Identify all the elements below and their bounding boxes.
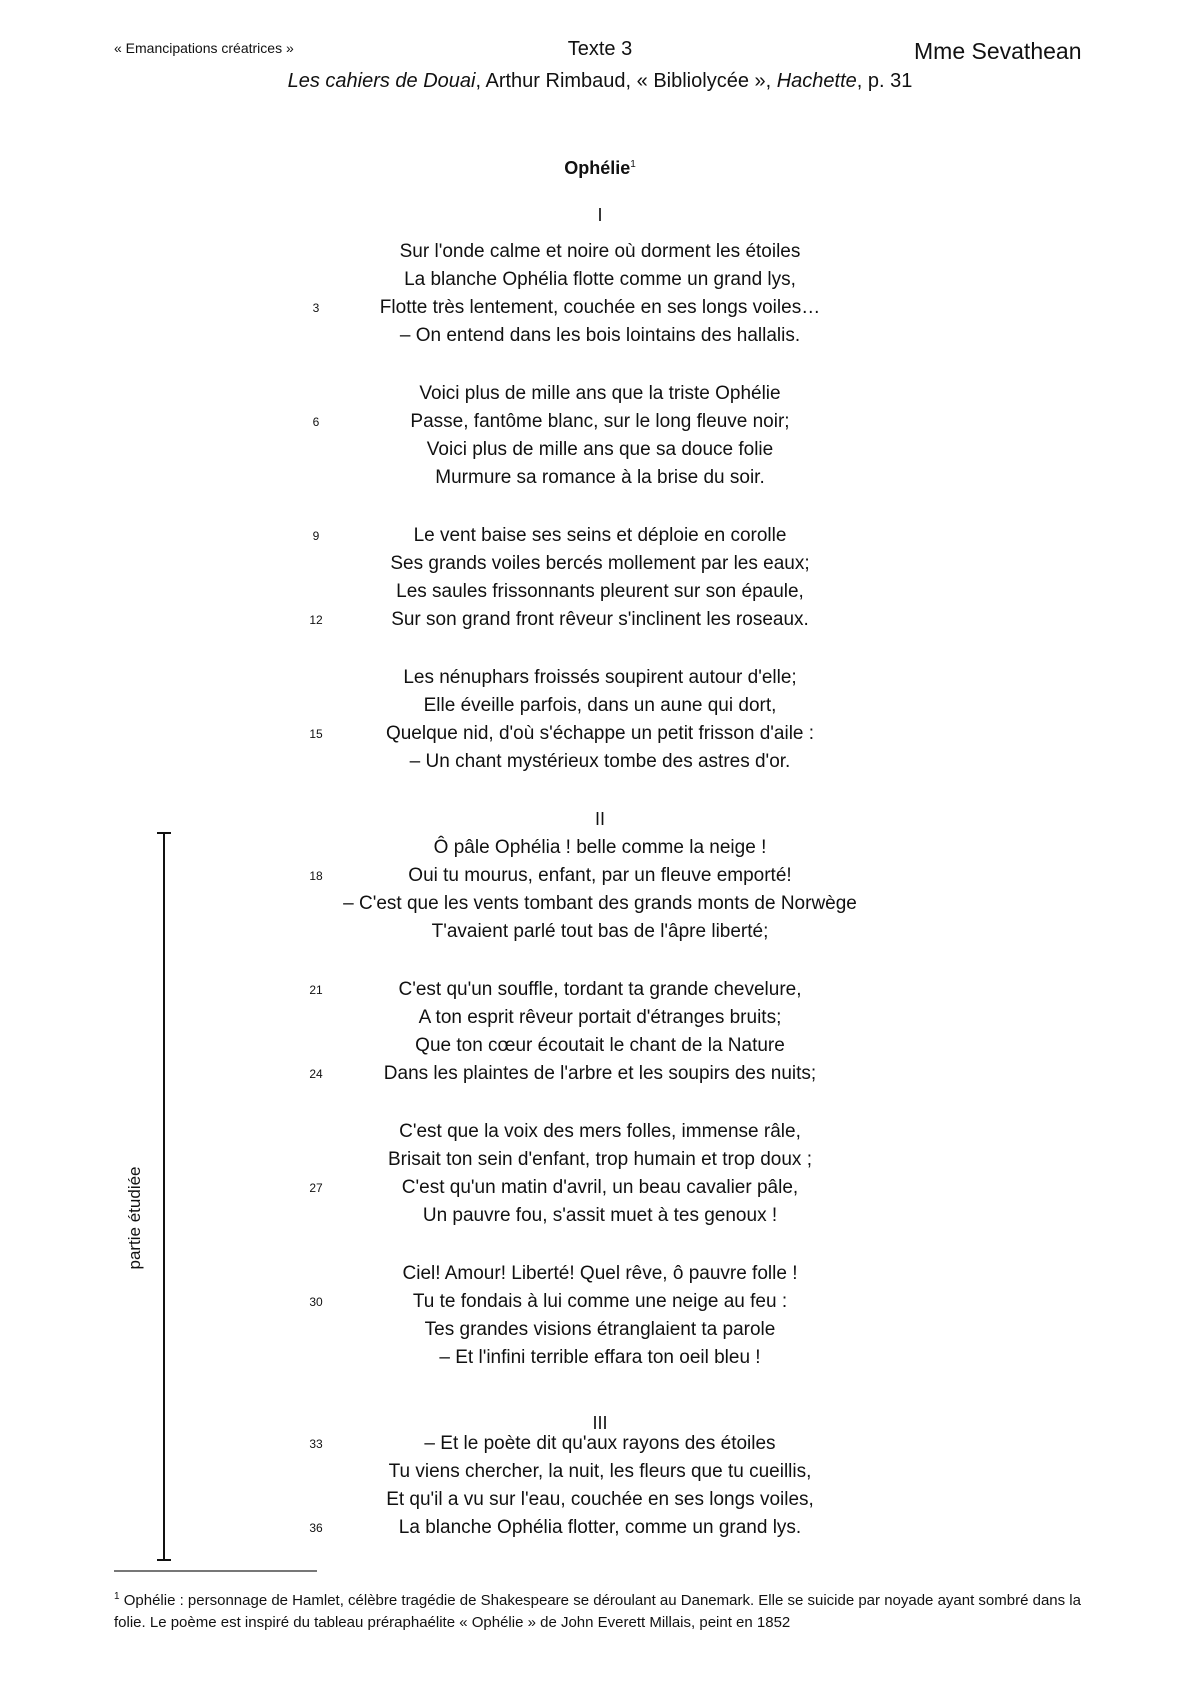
line-number: 3	[312, 301, 320, 315]
part-numeral-3: III	[592, 1413, 608, 1433]
course-title: « Emancipations créatrices »	[114, 40, 294, 56]
line-number: 33	[309, 1437, 323, 1451]
verse-line: Voici plus de mille ans que sa douce folie	[426, 439, 774, 460]
footnote-divider	[114, 1570, 317, 1572]
source-reference	[0, 70, 1200, 93]
verse-line: Elle éveille parfois, dans un aune qui dort,	[423, 695, 777, 716]
verse-line: Voici plus de mille ans que la triste Ophélie	[419, 383, 781, 404]
verse-line: Sur son grand front rêveur s'inclinent les roseaux.	[391, 609, 809, 630]
source-publisher: Hachette	[776, 70, 857, 92]
studied-part-label: partie étudiée	[125, 1166, 144, 1270]
verse-line: Brisait ton sein d'enfant, trop humain et trop doux ;	[388, 1149, 812, 1170]
verse-line: A ton esprit rêveur portait d'étranges bruits;	[418, 1007, 782, 1028]
line-number: 36	[309, 1521, 323, 1535]
verse-line: La blanche Ophélia flotter, comme un grand lys.	[398, 1517, 802, 1538]
line-number: 27	[309, 1181, 323, 1195]
footnote	[114, 1586, 1094, 1634]
verse-line: Le vent baise ses seins et déploie en corolle	[413, 525, 787, 546]
verse-line: Ô pâle Ophélia ! belle comme la neige !	[433, 837, 767, 858]
line-number: 24	[309, 1067, 323, 1081]
line-number: 21	[309, 983, 323, 997]
line-number: 12	[309, 613, 323, 627]
part-numeral-1: I	[597, 205, 603, 225]
verse-line: – Et le poète dit qu'aux rayons des étoiles	[424, 1433, 776, 1454]
verse-line: T'avaient parlé tout bas de l'âpre liberté;	[431, 921, 769, 942]
verse-line: – On entend dans les bois lointains des hallalis.	[399, 325, 801, 346]
poem-title	[0, 158, 1200, 179]
source-author: , Arthur Rimbaud, « Bibliolycée »,	[475, 70, 777, 92]
verse-line: – Un chant mystérieux tombe des astres d'or.	[409, 751, 791, 772]
verse-line: Ses grands voiles bercés mollement par les eaux;	[390, 553, 810, 574]
verse-line: C'est qu'un matin d'avril, un beau cavalier pâle,	[401, 1177, 799, 1198]
verse-line: – Et l'infini terrible effara ton oeil bleu !	[439, 1347, 761, 1368]
line-number: 15	[309, 727, 323, 741]
line-number: 9	[312, 529, 320, 543]
text-number: Texte 3	[567, 38, 633, 60]
verse-line: Ciel! Amour! Liberté! Quel rêve, ô pauvre folle !	[402, 1263, 798, 1284]
verse-line: Les nénuphars froissés soupirent autour d'elle;	[403, 667, 797, 688]
line-number: 6	[312, 415, 320, 429]
line-number: 30	[309, 1295, 323, 1309]
work-title: Les cahiers de Douai	[287, 70, 476, 92]
verse-line: Oui tu mourus, enfant, par un fleuve emporté!	[408, 865, 792, 886]
verse-line: Sur l'onde calme et noire où dorment les étoiles	[399, 241, 801, 262]
verse-line: Les saules frissonnants pleurent sur son épaule,	[396, 581, 804, 602]
source-page: , p. 31	[856, 70, 913, 92]
verse-line: – C'est que les vents tombant des grands monts de Norwège	[343, 893, 857, 914]
footnote-ref: 1	[630, 159, 636, 170]
bracket-bottom-cap	[157, 1559, 171, 1561]
line-number: 18	[309, 869, 323, 883]
verse-line: Dans les plaintes de l'arbre et les soupirs des nuits;	[383, 1063, 817, 1084]
verse-line: Et qu'il a vu sur l'eau, couchée en ses longs voiles,	[386, 1489, 814, 1510]
verse-line: Un pauvre fou, s'assit muet à tes genoux !	[422, 1205, 778, 1226]
verse-line: Quelque nid, d'où s'échappe un petit frisson d'aile :	[385, 723, 815, 744]
verse-line: C'est que la voix des mers folles, immense râle,	[399, 1121, 801, 1142]
footnote-text: Ophélie : personnage de Hamlet, célèbre tragédie de Shakespeare se déroulant au Danemark. Elle se suicide par noyade ayant sombré dans la folie. Le poème est inspiré du tableau préraphaélite « Ophélie » de John Everett Millais, peint en 1852	[114, 1592, 1081, 1631]
verse-line: Tes grandes visions étranglaient ta parole	[424, 1319, 776, 1340]
verse-line: Que ton cœur écoutait le chant de la Nature	[415, 1035, 785, 1056]
teacher-name: Mme Sevathean	[914, 38, 1082, 64]
verse-line: Tu te fondais à lui comme une neige au feu :	[412, 1291, 788, 1312]
verse-line: La blanche Ophélia flotte comme un grand lys,	[404, 269, 796, 290]
studied-part-bracket	[163, 833, 165, 1560]
poem-title-text: Ophélie	[564, 158, 631, 178]
verse-line: Passe, fantôme blanc, sur le long fleuve noir;	[410, 411, 790, 432]
verse-line: Flotte très lentement, couchée en ses longs voiles…	[379, 297, 821, 318]
footnote-marker: 1	[114, 1591, 120, 1602]
verse-line: Tu viens chercher, la nuit, les fleurs que tu cueillis,	[388, 1461, 812, 1482]
part-numeral-2: II	[594, 809, 605, 829]
verse-line: Murmure sa romance à la brise du soir.	[435, 467, 765, 488]
verse-line: C'est qu'un souffle, tordant ta grande chevelure,	[398, 979, 802, 1000]
